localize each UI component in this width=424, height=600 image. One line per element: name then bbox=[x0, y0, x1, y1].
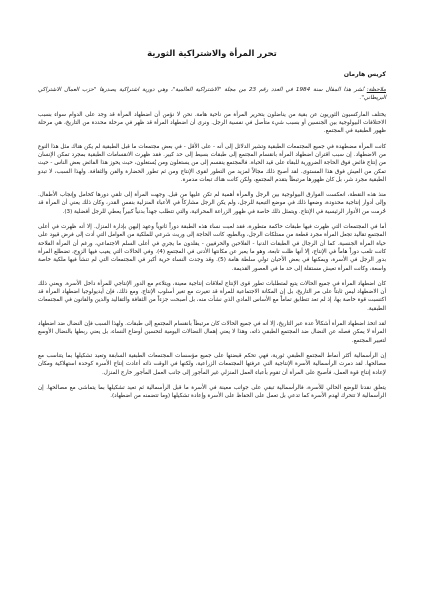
paragraph: منذ هذه النقطة، انعكست الفوارق البيولوجية بين الرجل والمرأة أهمية لم تكن عليها من قبل. وجهت المرأة إلى تلقي دورها كحامل وإنجاب الأطفال. وإلى أدوار إنتاجية محدودة، وضعها ذلك في موضع التبعية للرجل، ولم يكن الرجل مشاركاً في الأعباء المنزلية بنفس القدر، وكان ذلك يعني أن المرأة قد حُرمت من الأدوار الرئيسية في الإنتاج. ويتمثل ذلك خاصة في ظهور الزراعة المحراثية، والتي تتطلب جهداً بدنياً كبيراً يعطي للرجل أفضلية (3). bbox=[38, 192, 386, 215]
note-label: ملاحظة: bbox=[366, 87, 386, 93]
note-text: نُشر هذا المقال سنة 1984 في العدد رقم 23 من مجلة "الاشتراكية العالمية"، وهي دورية اشتراكية يصدرها "حزب العمال الاشتراكي البريطاني". bbox=[38, 87, 386, 102]
paragraph: كانت المرأة مضطهدة في جميع المجتمعات الطبقية وتشير الدلائل إلى أنه - على الأقل - في بعض مجتمعات ما قبل الطبقية لم يكن هناك مثل هذا النوع من الاضطهاد. إن سبب اقتران اضطهاد المرأة بانقسام المجتمع إلى طبقات بسيط إلى حد كبير. فقد ظهرت الانقسامات الطبقية بمجرد تمكن الإنسان من إنتاج فائض فوق الحاجة الضرورية للبقاء على قيد الحياة. فالمجتمع ينقسم إلى من يستغلون ومن يُستغلون، حيث يحوز هذا الفائض بعض الناس - حيث تمكن من العيش فوق هذا المستوى. لقد أصبح ذلك مجالاً لمزيد من التطور لقوى الإنتاج ومن ثم تطور الحضارة والفن والثقافة. ولهذا السبب، لا تبدو الطبقية مجرد شر، بل كان ظهورها مرتبطاً بتقدم المجتمع، ولكن كانت هناك تبعات مدمرة. bbox=[38, 143, 386, 183]
paragraph: يتعلق نقدنا للوضع الحالي للأسرة، فالرأسمالية تبقي على جوانب معينة في الأسرة ما قبل الرأسمالية ثم تعيد تشكيلها بما يتماشى مع مصالحها. إن الرأسمالية لا تتحرك لهدم الأسرة كما تدعي بل تعمل على الحفاظ على الأسرة وإعادة تشكيلها (وما تتضمنه من اضطهاد). bbox=[38, 384, 386, 400]
paragraph: إن الرأسمالية أكثر أنماط المجتمع الطبقي ثورية، فهي تحكم قبضتها على جميع مؤسسات المجتمعات الطبقية السابقة وتعيد تشكيلها بما يتناسب مع مصالحها. لقد دمرت الرأسمالية الأسرة الإنتاجية التي عرفتها المجتمعات الزراعية، ولكنها في الوقت ذاته أعادت إنتاج الأسرة كوحدة استهلاكية ومكان لإعادة إنتاج قوة العمل، فأصبح على المرأة أن تقوم بأعباء العمل المنزلي غير المأجور إلى جانب العمل المأجور خارج المنزل. bbox=[38, 352, 386, 376]
publication-note bbox=[38, 86, 386, 103]
paragraph: أما في المجتمعات التي ظهرت فيها طبقات حاكمة متطورة، فقد لعبت نساء هذه الطبقة دوراً ثانوياً وعهد إليهن بإدارة المنزل. إلا أنه ظهرت في أعلى المجتمع تقاليد تجعل المرأة مجرد قطعة من ممتلكات الرجل، وبالطبع، كانت الحاجة إلى وريث شرعي للملكية من العوامل التي أدت إلى فرض قيود على حياة المرأة الجنسية. كما أن الرجال في الطبقات الدنيا - الفلاحين والحرفيين - يقلدون ما يجري في أعلى السلم الاجتماعي، ورغم أن المرأة الفلاحة كانت تلعب دوراً هاماً في الإنتاج، إلا أنها ظلت تابعة، وهو ما يعبر عن مكانتها الأدنى في المجتمع (4). وفي الحالات التي يغيب فيها الزوج، تضطلع المرأة بدور الرجل في الأسرة، ويمكنها في بعض الأحيان تولي سلطة هامة (5). وقد وجدت النساء حرية أكبر في المجتمعات التي لم تنشأ فيها ملكية خاصة واسعة، وكانت المرأة تعيش مستقلة إلى حد ما في العصور القديمة. bbox=[38, 224, 387, 272]
article-title: تحرر المرأة والاشتراكية الثورية bbox=[147, 49, 277, 59]
paragraph: كان اضطهاد المرأة في جميع الحالات يتبع لمتطلبات تطور قوى الإنتاج لعلاقات إنتاجية معينة، ويتلاءم مع الدور الإنتاجي للمرأة داخل الأسرة. ويعني ذلك أن الاضطهاد ليس ثابتاً على مر التاريخ، بل إن المكانة الاجتماعية للمرأة قد تغيرت مع تغير أسلوب الإنتاج. ومع ذلك، فإن أيديولوجيا اضطهاد المرأة قد اكتسبت قوة خاصة بها، إذ لم تعد تتطابق تماماً مع الأساس المادي الذي نشأت منه، بل أصبحت جزءاً من الثقافة والتقاليد والدين والقانون في المجتمعات الطبقية. bbox=[38, 280, 386, 312]
paragraph: لقد اتخذ اضطهاد المرأة أشكالاً عدة عبر التاريخ، إلا أنه في جميع الحالات كان مرتبطاً بانقسام المجتمع إلى طبقات. ولهذا السبب فإن النضال ضد اضطهاد المرأة لا يمكن فصله عن النضال ضد المجتمع الطبقي ذاته، وهذا لا يعني إهمال النضالات اليومية لتحسين أوضاع النساء، بل يعني ربطها بالنضال الأوسع لتغيير المجتمع. bbox=[38, 321, 386, 344]
author-name: كريس هارمان bbox=[343, 71, 386, 78]
paragraph: يختلف الماركسيون الثوريون عن بقية من يناضلون بتحرير المرأة من ناحية هامة. نحن لا نؤمن أن اضطهاد المرأة قد وجد على الدوام سواء بسبب الاختلافات البيولوجية بين الجنسين أو بسبب شيء متأصل في نفسية الرجل. ونرى أن اضطهاد المرأة قد ظهر في مرحلة محددة من التاريخ، هي مرحلة ظهور الطبقية في المجتمع. bbox=[38, 111, 386, 135]
